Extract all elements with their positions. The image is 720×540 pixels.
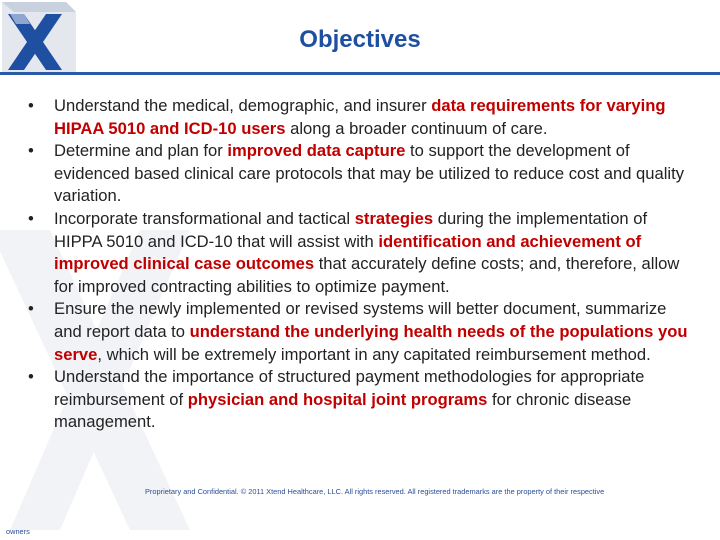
objective-text: , which will be extremely important in any capitated reimbursement method.: [97, 344, 651, 364]
bullet-marker: •: [28, 208, 34, 228]
title-divider: [0, 72, 720, 75]
objective-text: Incorporate transformational and tactical: [54, 208, 355, 228]
objective-item: [28, 208, 696, 298]
objective-text: to support the development of evidenced based clinical care protocols that may be utilized to reduce cost and quality variation.: [54, 141, 685, 206]
bullet-marker: •: [28, 299, 34, 319]
objective-text: during the implementation of HIPPA 5010 and ICD-10 that will assist with: [54, 208, 648, 251]
objective-text: that accurately define costs; and, therefore, allow for improved contracting abilities to optimize payment.: [54, 254, 680, 296]
objective-text: Understand the importance of structured payment methodologies for appropriate reimbursement of: [54, 367, 645, 409]
highlighted-text: data requirements for varying HIPAA 5010 and ICD-10 users: [54, 96, 666, 138]
highlighted-text: strategies: [354, 208, 434, 228]
objective-item: [28, 140, 696, 208]
objective-text: Determine and plan for: [54, 141, 228, 161]
slide-title: Objectives: [299, 26, 421, 53]
bullet-marker: •: [28, 141, 34, 161]
bullet-marker: •: [28, 96, 34, 115]
objective-text: along a broader continuum of care.: [285, 118, 548, 138]
bullet-marker: •: [28, 367, 34, 387]
objective-text: for chronic disease management.: [54, 389, 632, 432]
highlighted-text: identification and achievement of improved clinical case outcomes: [54, 231, 642, 274]
highlighted-text: improved data capture: [227, 141, 406, 161]
highlighted-text: physician and hospital joint programs: [187, 389, 488, 409]
objectives-list: [28, 95, 696, 434]
objective-text: Ensure the newly implemented or revised systems will better document, summarize and report data to: [54, 299, 667, 341]
footer-copyright-continued: owners: [6, 527, 30, 536]
footer-copyright: Proprietary and Confidential. © 2011 Xtend Healthcare, LLC. All rights reserved. All registered trademarks are the property of their respective: [145, 487, 605, 496]
objective-text: Understand the medical, demographic, and insurer: [54, 96, 432, 115]
objective-item: [28, 95, 696, 140]
objective-item: [28, 298, 696, 366]
objective-item: [28, 366, 696, 434]
slide-content: [28, 95, 696, 434]
highlighted-text: understand the underlying health needs of the populations you serve: [54, 321, 688, 364]
